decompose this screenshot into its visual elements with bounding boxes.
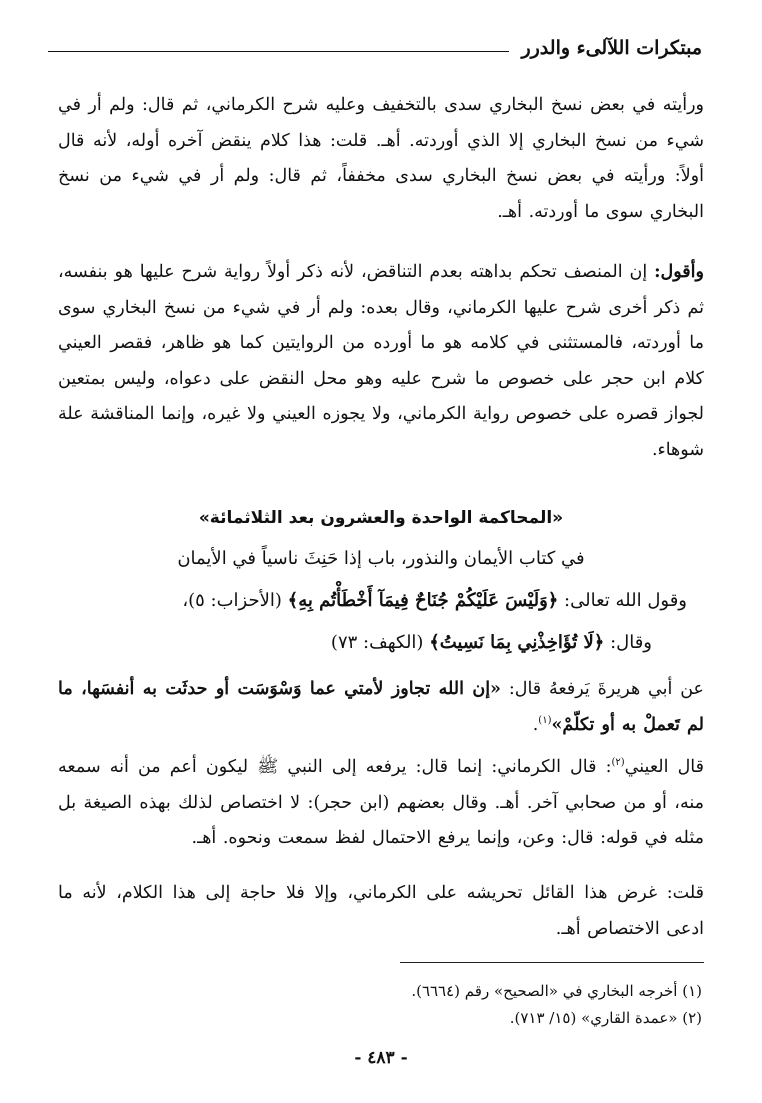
footnotes [58, 978, 702, 1032]
paragraph-1 [58, 88, 704, 230]
hadith-paragraph [58, 672, 704, 743]
hadith-intro: عن أبي هريرةَ يَرفعهُ قال: [508, 679, 704, 699]
paragraph-lead: قال العيني [624, 757, 704, 777]
quran-verse: ﴿وَلَيْسَ عَلَيْكُمْ جُنَاحٌ فِيمَآ أَخْطَأْتُم بِهِ﴾ [287, 590, 559, 611]
footnote-1: (١) أخرجه البخاري في «الصحيح» رقم (٦٦٦٤). [411, 982, 702, 1000]
hadith-text: «إن الله تجاوز لأمتي عما وَسْوَسَت أو حدثَت به أنفسَها، ما لم تَعملْ به أو تكلّمْ» [58, 679, 704, 735]
paragraph-4 [58, 876, 704, 947]
paragraph-text: ورأيته في بعض نسخ البخاري سدى بالتخفيف وعليه شرح الكرماني، ثم قال: ولم أر في شيء من نسخ البخاري إلا الذي أوردته. أهـ. قلت: هذا كلام ينقض آخره أوله، لأنه قال أولاً: ورأيته في بعض نسخ البخاري سدى مخففاً، ثم قال: ولم أر في شيء من نسخ البخاري سوى ما أوردته. أهـ. [58, 95, 704, 222]
verse-intro: وقول الله تعالى: [564, 590, 687, 611]
paragraph-2 [58, 255, 704, 468]
verse-line-1 [58, 584, 687, 618]
paragraph-3 [58, 750, 704, 857]
footnote-marker: (١) [538, 714, 552, 726]
section-heading [58, 502, 704, 534]
footnote-2: (٢) «عمدة القاري» (١٥/ ٧١٣). [509, 1009, 702, 1027]
subheading-text: في كتاب الأيمان والنذور، باب إذا حَنِثَ ناسياً في الأيمان [177, 548, 585, 569]
header-rule [48, 51, 509, 52]
verse-reference: (الكهف: ٧٣) [330, 632, 424, 653]
footnote-rule [400, 962, 704, 963]
page-number: - ٤٨٣ - [354, 1048, 408, 1068]
hadith-end: . [532, 714, 539, 735]
footnote-marker: (٢) [611, 757, 625, 769]
section-subheading [58, 542, 704, 576]
paragraph-text: : قال الكرماني: إنما قال: يرفعه إلى النبي ﷺ ليكون أعم من أنه سمعه منه، أو من صحابي آخر. أهـ. وقال بعضهم (ابن حجر): لا اختصاص لذلك بهذه الصيغة بل مثله في قوله: قال: وعن، وإنما يرفع الاحتمال لفظ سمعت ونحوه. أهـ. [58, 757, 704, 848]
verse-intro: وقال: [610, 632, 652, 653]
quran-verse: ﴿لَا تُؤَاخِذْنِي بِمَا نَسِيتُ﴾ [429, 632, 605, 653]
paragraph-text: قلت: غرض هذا القائل تحريشه على الكرماني، وإلا فلا حاجة إلى هذا الكلام، لأنه ما ادعى الاختصاص أهـ. [58, 883, 704, 939]
section-heading-text: «المحاكمة الواحدة والعشرون بعد الثلاثمائة» [198, 508, 564, 528]
verse-line-2 [58, 626, 652, 660]
paragraph-text: إن المنصف تحكم بداهته بعدم التناقض، لأنه ذكر أولاً رواية شرح عليها هو بنفسه، ثم ذكر أخرى شرح عليها الكرماني، وقال بعده: ولم أر في شيء من نسخ البخاري سوى ما أوردته، فالمستثنى في كلامه هو ما أورده من الروايتين كما هو ظاهر، فقصر العيني كلام ابن حجر على خصوص ما شرح عليه وهو محل النقض على دعواه، وليس بمتعين لجواز قصره على خصوص رواية الكرماني، ولا يجوزه العيني ولا غيره، وإنما المناقشة علة شوهاء. [58, 262, 704, 460]
running-header [48, 30, 702, 66]
verse-reference: (الأحزاب: ٥)، [182, 590, 282, 611]
paragraph-lead: وأقول: [654, 262, 704, 282]
header-title: مبتكرات اللآلىء والدرر [521, 37, 702, 59]
